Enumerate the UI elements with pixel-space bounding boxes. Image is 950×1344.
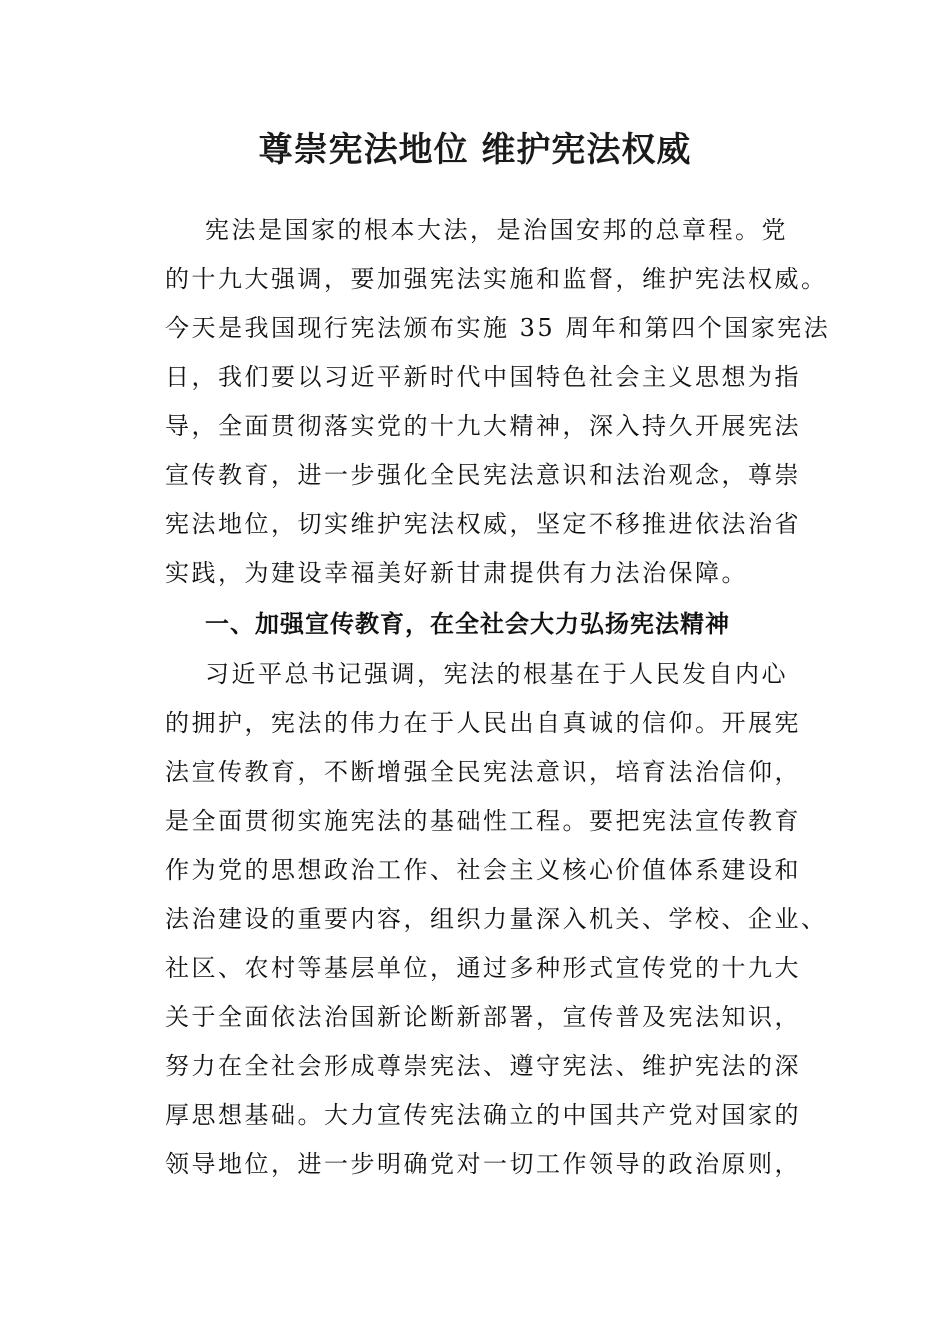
intro-line-7: 宪法地位，切实维护宪法权威，坚定不移推进依法治省 [165, 510, 801, 538]
intro-line-8: 实践，为建设幸福美好新甘肃提供有力法治保障。 [165, 559, 748, 587]
section-line-6: 法治建设的重要内容，组织力量深入机关、学校、企业、 [165, 905, 828, 933]
section-line-8: 关于全面依法治国新论断新部署，宣传普及宪法知识， [165, 1003, 801, 1031]
intro-line-1: 宪法是国家的根本大法，是治国安邦的总章程。党 [205, 216, 788, 244]
section-line-2: 的拥护，宪法的伟力在于人民出自真诚的信仰。开展宪 [165, 709, 801, 737]
section-line-5: 作为党的思想政治工作、社会主义核心价值体系建设和 [165, 856, 801, 884]
intro-line-2: 的十九大强调，要加强宪法实施和监督，维护宪法权威。 [165, 265, 828, 293]
section-line-11: 领导地位，进一步明确党对一切工作领导的政治原则， [165, 1150, 801, 1178]
section-line-10: 厚思想基础。大力宣传宪法确立的中国共产党对国家的 [165, 1101, 801, 1129]
intro-line-6: 宣传教育，进一步强化全民宪法意识和法治观念，尊崇 [165, 461, 801, 489]
document-title: 尊崇宪法地位 维护宪法权威 [258, 130, 692, 170]
section-line-9: 努力在全社会形成尊崇宪法、遵守宪法、维护宪法的深 [165, 1052, 801, 1080]
section-line-1: 习近平总书记强调，宪法的根基在于人民发自内心 [205, 660, 788, 688]
section-heading: 一、加强宣传教育，在全社会大力弘扬宪法精神 [205, 610, 730, 638]
section-line-3: 法宣传教育，不断增强全民宪法意识，培育法治信仰， [165, 758, 801, 786]
section-line-7: 社区、农村等基层单位，通过多种形式宣传党的十九大 [165, 954, 801, 982]
intro-line-3: 今天是我国现行宪法颁布实施 35 周年和第四个国家宪法 [165, 314, 831, 342]
intro-line-4: 日，我们要以习近平新时代中国特色社会主义思想为指 [165, 363, 801, 391]
section-line-4: 是全面贯彻实施宪法的基础性工程。要把宪法宣传教育 [165, 807, 801, 835]
intro-line-5: 导，全面贯彻落实党的十九大精神，深入持久开展宪法 [165, 412, 801, 440]
